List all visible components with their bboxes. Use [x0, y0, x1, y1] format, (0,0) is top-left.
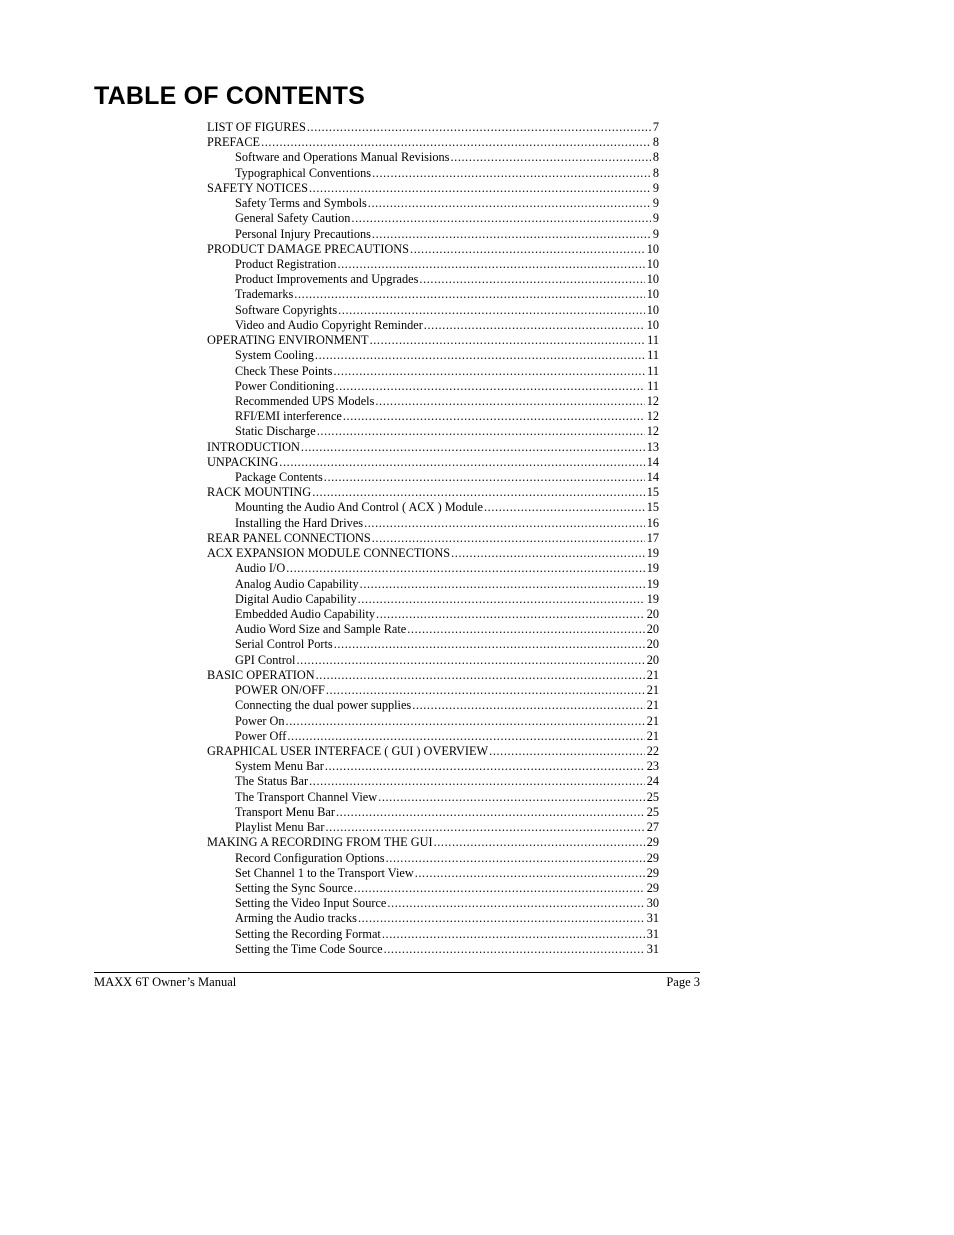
toc-dot-leader [337, 257, 644, 272]
toc-entry-page: 9 [652, 211, 659, 226]
toc-dot-leader [279, 455, 644, 470]
toc-dot-leader [368, 196, 651, 211]
toc-entry-page: 17 [646, 530, 659, 545]
toc-entry-label: ACX EXPANSION MODULE CONNECTIONS [207, 546, 451, 561]
toc-entry-label: Audio Word Size and Sample Rate [235, 622, 407, 637]
toc-entry-page: 19 [646, 561, 659, 576]
toc-dot-leader [386, 851, 645, 866]
toc-entry[interactable] [207, 257, 659, 272]
toc-entry-label: Software and Operations Manual Revisions [235, 150, 450, 165]
toc-entry-label: Safety Terms and Symbols [235, 196, 367, 211]
toc-entry[interactable] [207, 607, 659, 622]
toc-dot-leader [424, 318, 645, 333]
toc-dot-leader [294, 287, 644, 302]
toc-entry-page: 13 [646, 439, 659, 454]
toc-dot-leader [317, 424, 645, 439]
toc-entry-label: Embedded Audio Capability [235, 607, 376, 621]
toc-dot-leader [309, 774, 645, 789]
toc-entry[interactable] [207, 622, 659, 637]
toc-entry[interactable] [207, 835, 659, 850]
toc-entry-label: GPI Control [235, 652, 296, 667]
toc-entry-page: 12 [646, 424, 659, 439]
toc-entry-label: Setting the Recording Format [235, 926, 381, 941]
toc-entry[interactable] [207, 166, 659, 181]
toc-entry-page: 29 [646, 865, 659, 880]
toc-entry-page: 20 [646, 622, 659, 637]
toc-entry[interactable] [207, 851, 659, 866]
toc-dot-leader [286, 714, 645, 729]
toc-entry[interactable] [207, 790, 659, 805]
toc-entry[interactable] [207, 287, 659, 302]
toc-entry-page: 29 [646, 850, 659, 865]
toc-entry-label: Product Improvements and Upgrades [235, 272, 419, 287]
toc-dot-leader [315, 348, 645, 363]
toc-dot-leader [382, 927, 645, 942]
toc-entry[interactable] [207, 759, 659, 774]
toc-entry-page: 31 [646, 941, 659, 956]
toc-entry-page: 12 [646, 393, 659, 408]
toc-dot-leader [375, 394, 644, 409]
toc-entry[interactable] [207, 500, 659, 515]
toc-entry-label: Power Off [235, 728, 287, 743]
toc-dot-leader [335, 379, 645, 394]
toc-entry[interactable] [207, 592, 659, 607]
toc-entry-label: PRODUCT DAMAGE PRECAUTIONS [207, 241, 410, 256]
toc-entry[interactable] [207, 455, 659, 470]
toc-dot-leader [372, 166, 651, 181]
footer-page-number: Page 3 [666, 975, 700, 989]
toc-entry-page: 22 [646, 743, 659, 758]
toc-entry-label: Mounting the Audio And Control ( ACX ) Module [235, 500, 483, 515]
toc-dot-leader [489, 744, 645, 759]
toc-entry-label: Playlist Menu Bar [235, 820, 325, 835]
footer-manual-title: MAXX 6T Owner’s Manual [94, 975, 237, 989]
toc-entry-label: Recommended UPS Models [235, 393, 375, 408]
toc-entry-label: The Status Bar [235, 774, 309, 789]
toc-dot-leader [316, 668, 645, 683]
page-footer [94, 975, 700, 990]
toc-entry[interactable] [207, 303, 659, 318]
toc-dot-leader [451, 546, 645, 561]
toc-entry-label: General Safety Caution [235, 211, 351, 226]
toc-entry-page: 10 [646, 241, 659, 256]
toc-entry[interactable] [207, 714, 659, 729]
toc-entry[interactable] [207, 927, 659, 942]
toc-entry[interactable] [207, 211, 659, 226]
toc-dot-leader [326, 683, 645, 698]
toc-entry[interactable] [207, 364, 659, 379]
toc-entry[interactable] [207, 135, 659, 150]
toc-entry-page: 20 [646, 652, 659, 667]
toc-dot-leader [301, 440, 645, 455]
toc-entry-page: 21 [646, 698, 659, 713]
toc-dot-leader [376, 607, 645, 622]
toc-entry-page: 10 [646, 302, 659, 317]
toc-entry[interactable] [207, 577, 659, 592]
toc-entry-page: 25 [646, 804, 659, 819]
toc-entry-page: 11 [647, 378, 659, 393]
toc-entry-page: 15 [646, 500, 659, 515]
toc-entry[interactable] [207, 227, 659, 242]
toc-dot-leader [384, 942, 645, 957]
toc-dot-leader [370, 333, 646, 348]
toc-entry-label: RFI/EMI interference [235, 409, 342, 424]
toc-entry-label: BASIC OPERATION [207, 667, 315, 682]
toc-entry-label: PREFACE [207, 135, 261, 150]
toc-entry[interactable] [207, 409, 659, 424]
toc-entry-page: 11 [647, 333, 659, 348]
toc-dot-leader [364, 516, 645, 531]
toc-entry-page: 9 [652, 196, 659, 211]
toc-entry-label: REAR PANEL CONNECTIONS [207, 530, 371, 545]
toc-entry-label: UNPACKING [207, 454, 279, 469]
toc-dot-leader [336, 805, 645, 820]
toc-dot-leader [419, 272, 644, 287]
toc-entry-label: Software Copyrights [235, 302, 338, 317]
toc-entry-label: Analog Audio Capability [235, 576, 359, 591]
toc-entry-page: 23 [646, 759, 659, 774]
toc-dot-leader [450, 150, 650, 165]
toc-dot-leader [484, 500, 645, 515]
toc-entry[interactable] [207, 942, 659, 957]
toc-entry-label: Setting the Video Input Source [235, 896, 387, 911]
toc-entry-page: 27 [646, 820, 659, 835]
toc-entry-label: Static Discharge [235, 424, 316, 439]
toc-entry[interactable] [207, 729, 659, 744]
toc-entry-label: SAFETY NOTICES [207, 180, 308, 195]
toc-entry[interactable] [207, 272, 659, 287]
toc-entry[interactable] [207, 333, 659, 348]
toc-entry[interactable] [207, 348, 659, 363]
toc-entry-label: OPERATING ENVIRONMENT [207, 333, 369, 348]
toc-dot-leader [261, 135, 651, 150]
toc-dot-leader [312, 485, 645, 500]
toc-entry-label: Transport Menu Bar [235, 804, 335, 819]
toc-entry[interactable] [207, 485, 659, 500]
toc-entry-label: Connecting the dual power supplies [235, 698, 412, 713]
toc-entry[interactable] [207, 196, 659, 211]
toc-entry-label: Setting the Sync Source [235, 880, 353, 895]
toc-entry-label: System Menu Bar [235, 759, 324, 774]
toc-entry-page: 31 [646, 911, 659, 926]
toc-entry[interactable] [207, 820, 659, 835]
toc-entry-page: 8 [652, 135, 659, 150]
toc-dot-leader [333, 364, 645, 379]
toc-entry-page: 10 [646, 317, 659, 332]
toc-entry-label: System Cooling [235, 348, 314, 363]
toc-entry-page: 21 [646, 683, 659, 698]
footer-divider [94, 972, 700, 973]
toc-entry[interactable] [207, 120, 659, 135]
toc-entry-page: 14 [646, 454, 659, 469]
toc-entry-label: Serial Control Ports [235, 637, 333, 652]
toc-entry-label: Check These Points [235, 363, 333, 378]
toc-dot-leader [309, 181, 651, 196]
toc-dot-leader [324, 470, 645, 485]
page-title: TABLE OF CONTENTS [94, 82, 365, 110]
toc-entry-page: 10 [646, 287, 659, 302]
toc-entry-label: Video and Audio Copyright Reminder [235, 317, 423, 332]
toc-dot-leader [351, 211, 650, 226]
toc-dot-leader [387, 896, 644, 911]
toc-entry-page: 11 [647, 363, 659, 378]
toc-entry-label: POWER ON/OFF [235, 683, 325, 698]
toc-entry[interactable] [207, 379, 659, 394]
toc-entry-label: The Transport Channel View [235, 789, 378, 804]
toc-entry-page: 19 [646, 546, 659, 561]
toc-dot-leader [287, 729, 644, 744]
toc-entry-page: 25 [646, 789, 659, 804]
toc-dot-leader [296, 653, 644, 668]
toc-entry[interactable] [207, 774, 659, 789]
toc-entry[interactable] [207, 668, 659, 683]
toc-entry-page: 14 [646, 470, 659, 485]
toc-entry[interactable] [207, 698, 659, 713]
toc-dot-leader [412, 698, 644, 713]
toc-dot-leader [358, 592, 645, 607]
toc-dot-leader [334, 637, 645, 652]
toc-entry[interactable] [207, 242, 659, 257]
toc-entry[interactable] [207, 637, 659, 652]
toc-entry[interactable] [207, 683, 659, 698]
toc-entry-label: Record Configuration Options [235, 850, 385, 865]
toc-dot-leader [354, 881, 645, 896]
toc-entry[interactable] [207, 866, 659, 881]
toc-dot-leader [286, 561, 644, 576]
toc-entry[interactable] [207, 531, 659, 546]
toc-entry-page: 8 [652, 165, 659, 180]
toc-entry-page: 31 [646, 926, 659, 941]
toc-dot-leader [434, 835, 645, 850]
toc-dot-leader [372, 227, 651, 242]
toc-entry-label: LIST OF FIGURES [207, 120, 306, 134]
toc-dot-leader [407, 622, 644, 637]
toc-entry-page: 21 [646, 728, 659, 743]
toc-entry-label: GRAPHICAL USER INTERFACE ( GUI ) OVERVIEW [207, 743, 489, 758]
toc-entry-page: 8 [652, 150, 659, 165]
toc-entry-page: 20 [646, 607, 659, 621]
toc-entry[interactable] [207, 911, 659, 926]
toc-dot-leader [338, 303, 645, 318]
toc-entry-page: 24 [646, 774, 659, 789]
toc-entry-label: Trademarks [235, 287, 294, 302]
toc-entry-label: Audio I/O [235, 561, 286, 576]
toc-entry-page: 9 [652, 226, 659, 241]
toc-entry-page: 7 [652, 120, 659, 134]
toc-entry-page: 9 [652, 180, 659, 195]
toc-dot-leader [410, 242, 645, 257]
toc-entry[interactable] [207, 546, 659, 561]
toc-entry-page: 21 [646, 667, 659, 682]
toc-entry[interactable] [207, 470, 659, 485]
toc-entry-label: Installing the Hard Drives [235, 515, 364, 530]
toc-dot-leader [325, 759, 645, 774]
toc-entry[interactable] [207, 181, 659, 196]
toc-entry[interactable] [207, 516, 659, 531]
toc-dot-leader [360, 577, 645, 592]
table-of-contents [207, 120, 659, 957]
toc-entry[interactable] [207, 424, 659, 439]
toc-dot-leader [343, 409, 645, 424]
toc-dot-leader [358, 911, 645, 926]
toc-entry-page: 11 [647, 348, 659, 363]
toc-entry[interactable] [207, 653, 659, 668]
toc-entry-page: 16 [646, 515, 659, 530]
toc-entry-page: 19 [646, 576, 659, 591]
toc-entry-page: 12 [646, 409, 659, 424]
toc-dot-leader [378, 790, 645, 805]
toc-entry-label: Power On [235, 713, 285, 728]
toc-entry-label: RACK MOUNTING [207, 485, 312, 500]
toc-entry-page: 20 [646, 637, 659, 652]
toc-entry-label: INTRODUCTION [207, 439, 300, 454]
toc-entry-page: 29 [646, 835, 659, 850]
toc-entry-label: Arming the Audio tracks [235, 911, 357, 926]
toc-dot-leader [415, 866, 645, 881]
toc-dot-leader [307, 120, 651, 135]
toc-entry-page: 15 [646, 485, 659, 500]
toc-entry-page: 10 [646, 256, 659, 271]
toc-entry-label: Product Registration [235, 256, 337, 271]
toc-entry-label: Personal Injury Precautions [235, 226, 371, 241]
toc-entry-page: 21 [646, 713, 659, 728]
toc-entry[interactable] [207, 881, 659, 896]
toc-entry[interactable] [207, 561, 659, 576]
toc-entry[interactable] [207, 440, 659, 455]
toc-entry-label: Set Channel 1 to the Transport View [235, 865, 414, 880]
toc-entry-page: 30 [646, 896, 659, 911]
toc-entry-page: 29 [646, 880, 659, 895]
toc-entry[interactable] [207, 744, 659, 759]
toc-entry[interactable] [207, 394, 659, 409]
toc-dot-leader [326, 820, 645, 835]
toc-entry-page: 10 [646, 272, 659, 287]
toc-entry-label: Digital Audio Capability [235, 591, 357, 606]
toc-dot-leader [372, 531, 645, 546]
toc-entry-page: 19 [646, 591, 659, 606]
toc-entry[interactable] [207, 805, 659, 820]
toc-entry-label: Power Conditioning [235, 378, 335, 393]
toc-entry-label: Typographical Conventions [235, 165, 372, 180]
toc-entry-label: Package Contents [235, 470, 323, 485]
toc-entry-label: Setting the Time Code Source [235, 941, 383, 956]
toc-entry[interactable] [207, 896, 659, 911]
toc-entry[interactable] [207, 150, 659, 165]
toc-entry[interactable] [207, 318, 659, 333]
toc-entry-label: MAKING A RECORDING FROM THE GUI [207, 835, 433, 850]
